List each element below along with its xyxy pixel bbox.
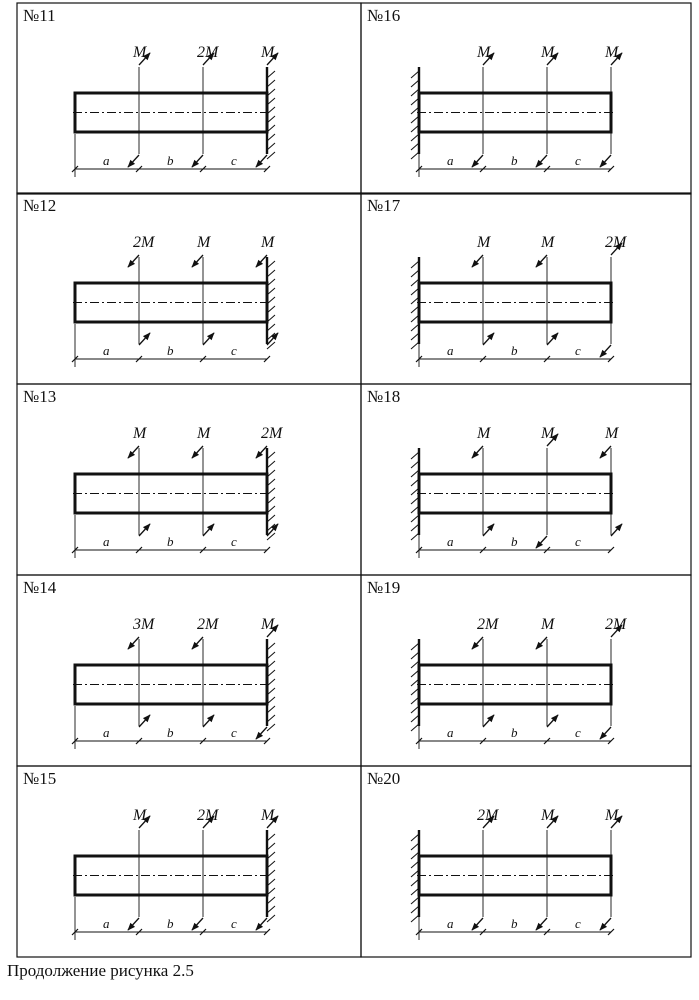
moment-arrow-top: [256, 255, 267, 267]
moment-label: M: [605, 44, 619, 61]
segment-label: a: [447, 343, 454, 358]
moment-load: [472, 425, 494, 536]
moment-load: [472, 234, 494, 345]
segment-label: a: [103, 916, 110, 931]
moment-arrow-bottom: [483, 524, 494, 536]
hatch-line: [267, 71, 275, 78]
diagram-number: №13: [23, 387, 57, 406]
moment-load: [256, 807, 278, 930]
hatch-line: [267, 706, 275, 713]
hatch-line: [267, 897, 275, 904]
moment-arrow-bottom: [600, 155, 611, 167]
segment-label: a: [103, 343, 110, 358]
dimension-line: [416, 706, 614, 749]
segment-label: b: [167, 725, 174, 740]
diagram-number: №19: [367, 578, 401, 597]
moment-arrow-top: [192, 446, 203, 458]
segment-label: c: [575, 725, 581, 740]
hatch-line: [267, 724, 275, 731]
moment-load: [256, 616, 278, 739]
moment-load: [600, 234, 628, 357]
moment-label: M: [541, 44, 555, 61]
moment-label: M: [261, 616, 275, 633]
moment-arrow-top: [192, 637, 203, 649]
segment-label: b: [167, 916, 174, 931]
moment-arrow-top: [472, 637, 483, 649]
moment-label: M: [197, 425, 211, 442]
diagram-number: №15: [23, 769, 57, 788]
moment-arrow-bottom: [472, 155, 483, 167]
segment-label: b: [167, 343, 174, 358]
moment-load: [472, 616, 500, 727]
fixed-support: [267, 830, 275, 922]
segment-label: a: [103, 534, 110, 549]
moment-arrow-top: [128, 446, 139, 458]
moment-label: M: [477, 234, 491, 251]
hatch-line: [267, 134, 275, 141]
moment-load: [536, 425, 558, 548]
segment-label: c: [575, 534, 581, 549]
moment-label: 2M: [477, 616, 499, 633]
beam-diagram-cell: [361, 3, 691, 194]
hatch-line: [267, 261, 275, 268]
moment-label: M: [261, 44, 275, 61]
moment-label: M: [133, 44, 147, 61]
segment-label: b: [511, 153, 518, 168]
moment-arrow-bottom: [472, 918, 483, 930]
fixed-support: [411, 639, 419, 731]
beam-diagram-cell: [361, 193, 691, 384]
hatch-line: [267, 652, 275, 659]
hatch-line: [267, 143, 275, 150]
moment-load: [536, 616, 558, 727]
moment-load: [472, 44, 494, 167]
hatch-line: [267, 906, 275, 913]
moment-arrow-bottom: [139, 715, 150, 727]
moment-arrow-bottom: [536, 536, 547, 548]
moment-arrow-bottom: [483, 715, 494, 727]
moment-label: 2M: [133, 234, 155, 251]
segment-label: b: [167, 534, 174, 549]
moment-arrow-top: [600, 446, 611, 458]
hatch-line: [267, 333, 275, 340]
hatch-line: [267, 452, 275, 459]
moment-label: M: [133, 425, 147, 442]
hatch-line: [267, 270, 275, 277]
fixed-support: [411, 257, 419, 349]
hatch-line: [267, 915, 275, 922]
dimension-line: [416, 134, 614, 177]
moment-load: [128, 234, 156, 345]
moment-arrow-top: [472, 255, 483, 267]
fixed-support: [267, 639, 275, 731]
moment-load: [192, 234, 214, 345]
moment-load: [600, 616, 628, 739]
moment-arrow-bottom: [128, 155, 139, 167]
segment-label: b: [511, 725, 518, 740]
hatch-line: [267, 324, 275, 331]
moment-label: 2M: [605, 616, 627, 633]
moment-arrow-bottom: [547, 715, 558, 727]
moment-load: [128, 616, 156, 727]
segment-label: a: [103, 153, 110, 168]
moment-label: 2M: [197, 807, 219, 824]
moment-arrow-bottom: [483, 333, 494, 345]
moment-arrow-bottom: [192, 918, 203, 930]
hatch-line: [267, 843, 275, 850]
beam-diagram-cell: [17, 384, 361, 575]
moment-arrow-bottom: [600, 345, 611, 357]
beam-diagram-cell: [361, 575, 691, 766]
segment-label: c: [231, 725, 237, 740]
moment-load: [128, 425, 150, 536]
moment-label: 2M: [477, 807, 499, 824]
moment-arrow-bottom: [256, 155, 267, 167]
moment-arrow-top: [536, 255, 547, 267]
cell-border: [361, 384, 691, 575]
segment-label: a: [447, 725, 454, 740]
beam-diagram-cell: [17, 575, 361, 766]
beam-diagram-cell: [361, 384, 691, 575]
moment-arrow-bottom: [256, 727, 267, 739]
segment-label: b: [511, 916, 518, 931]
hatch-line: [411, 342, 419, 349]
fixed-support: [267, 448, 275, 540]
moment-label: M: [477, 425, 491, 442]
segment-label: a: [447, 153, 454, 168]
cell-border: [361, 766, 691, 957]
moment-label: 2M: [261, 425, 283, 442]
diagram-number: №20: [367, 769, 401, 788]
diagram-number: №16: [367, 6, 401, 25]
hatch-line: [267, 515, 275, 522]
segment-label: c: [575, 153, 581, 168]
moment-label: 2M: [605, 234, 627, 251]
moment-load: [192, 807, 220, 930]
moment-load: [128, 807, 150, 930]
diagram-number: №12: [23, 196, 57, 215]
segment-label: b: [511, 343, 518, 358]
moment-arrow-bottom: [203, 715, 214, 727]
moment-label: M: [261, 807, 275, 824]
diagram-number: №11: [23, 6, 56, 25]
moment-label: M: [541, 234, 555, 251]
moment-label: M: [605, 807, 619, 824]
moment-label: 2M: [197, 616, 219, 633]
moment-load: [192, 425, 214, 536]
hatch-line: [267, 152, 275, 159]
cell-border: [361, 575, 691, 766]
moment-arrow-top: [536, 637, 547, 649]
moment-label: M: [197, 234, 211, 251]
moment-load: [472, 807, 500, 930]
segment-label: a: [447, 534, 454, 549]
moment-arrow-top: [128, 255, 139, 267]
beam-diagram-cell: [361, 766, 691, 957]
dimension-line: [72, 324, 270, 367]
segment-label: c: [231, 534, 237, 549]
hatch-line: [267, 715, 275, 722]
hatch-line: [267, 643, 275, 650]
moment-arrow-bottom: [128, 918, 139, 930]
hatch-line: [267, 834, 275, 841]
moment-arrow-bottom: [600, 918, 611, 930]
diagram-number: №17: [367, 196, 401, 215]
fixed-support: [267, 257, 275, 349]
moment-load: [536, 234, 558, 345]
diagram-number: №18: [367, 387, 401, 406]
dimension-line: [416, 515, 614, 558]
dimension-line: [416, 324, 614, 367]
moment-label: M: [477, 44, 491, 61]
cell-border: [361, 193, 691, 384]
moment-load: [600, 425, 622, 536]
fixed-support: [411, 67, 419, 159]
moment-arrow-bottom: [536, 155, 547, 167]
cell-border: [17, 575, 361, 766]
cell-border: [17, 193, 361, 384]
hatch-line: [411, 152, 419, 159]
figure-caption: Продолжение рисунка 2.5: [7, 961, 194, 980]
cell-border: [17, 766, 361, 957]
segment-label: c: [231, 343, 237, 358]
moment-label: 3M: [133, 616, 155, 633]
cell-border: [361, 3, 691, 194]
moment-label: M: [541, 616, 555, 633]
dimension-line: [416, 897, 614, 940]
moment-arrow-bottom: [611, 524, 622, 536]
moment-load: [600, 807, 622, 930]
moment-arrow-top: [128, 637, 139, 649]
segment-label: c: [231, 153, 237, 168]
dimension-line: [72, 134, 270, 177]
moment-label: 2M: [197, 44, 219, 61]
cell-border: [17, 3, 361, 194]
hatch-line: [411, 915, 419, 922]
beam-diagram-cell: [17, 3, 361, 194]
moment-label: M: [133, 807, 147, 824]
dimension-line: [72, 897, 270, 940]
moment-load: [256, 234, 278, 345]
segment-label: c: [575, 916, 581, 931]
moment-label: M: [541, 425, 555, 442]
moment-arrow-top: [192, 255, 203, 267]
dimension-line: [72, 706, 270, 749]
moment-load: [600, 44, 622, 167]
hatch-line: [267, 461, 275, 468]
moment-arrow-bottom: [547, 333, 558, 345]
beam-diagram-cell: [17, 193, 361, 384]
moment-label: M: [605, 425, 619, 442]
moment-arrow-bottom: [203, 524, 214, 536]
moment-arrow-top: [256, 446, 267, 458]
beam-diagram-cell: [17, 766, 361, 957]
hatch-line: [411, 724, 419, 731]
segment-label: a: [103, 725, 110, 740]
moment-arrow-top: [472, 446, 483, 458]
moment-arrow-bottom: [600, 727, 611, 739]
moment-load: [192, 44, 220, 167]
segment-label: c: [231, 916, 237, 931]
hatch-line: [267, 524, 275, 531]
moment-load: [128, 44, 150, 167]
fixed-support: [267, 67, 275, 159]
dimension-line: [72, 515, 270, 558]
moment-label: M: [261, 234, 275, 251]
segment-label: c: [575, 343, 581, 358]
moment-arrow-bottom: [139, 333, 150, 345]
moment-arrow-bottom: [203, 333, 214, 345]
hatch-line: [267, 80, 275, 87]
cell-border: [17, 384, 361, 575]
segment-label: b: [511, 534, 518, 549]
moment-label: M: [541, 807, 555, 824]
moment-arrow-bottom: [256, 918, 267, 930]
moment-load: [536, 44, 558, 167]
moment-load: [256, 44, 278, 167]
fixed-support: [411, 830, 419, 922]
moment-arrow-bottom: [139, 524, 150, 536]
moment-arrow-bottom: [536, 918, 547, 930]
segment-label: b: [167, 153, 174, 168]
segment-label: a: [447, 916, 454, 931]
fixed-support: [411, 448, 419, 540]
moment-arrow-bottom: [192, 155, 203, 167]
moment-load: [192, 616, 220, 727]
hatch-line: [411, 533, 419, 540]
diagram-number: №14: [23, 578, 57, 597]
moment-load: [536, 807, 558, 930]
